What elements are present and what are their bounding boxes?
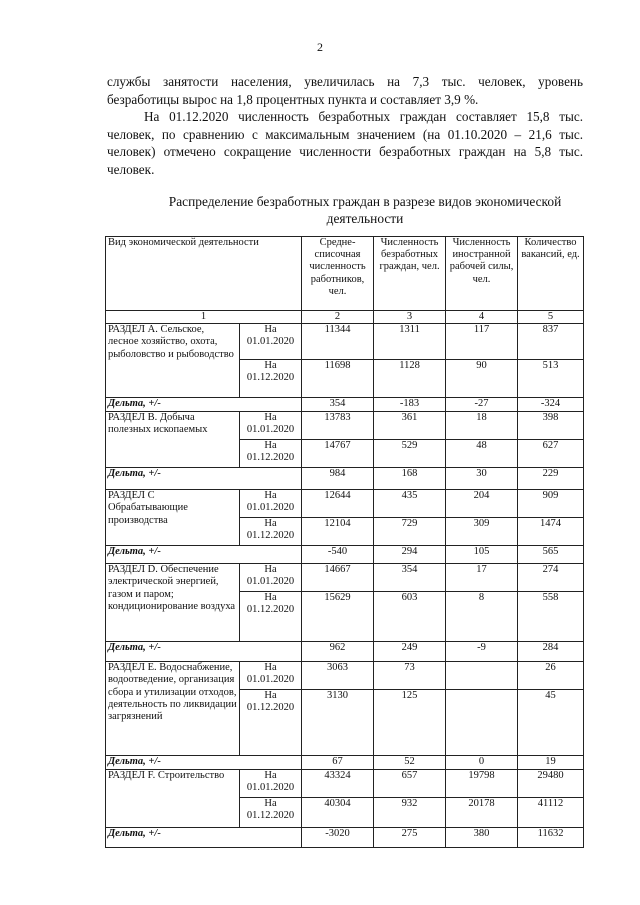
table-row xyxy=(106,324,584,360)
page-number: 2 xyxy=(317,40,323,54)
delta-label: Дельта, +/- xyxy=(106,642,302,662)
delta-value: 52 xyxy=(374,756,446,770)
table-row xyxy=(106,490,584,518)
value-cell: 3063 xyxy=(302,662,374,690)
date-cell: На 01.01.2020 xyxy=(240,770,302,798)
delta-value: 19 xyxy=(518,756,584,770)
delta-value: -9 xyxy=(446,642,518,662)
section-name: РАЗДЕЛ Е. Водоснабжение, водоотведение, организация сбора и утилизации отходов, деятельность по ликвидации загрязнений xyxy=(106,662,240,756)
value-cell: 1128 xyxy=(374,360,446,398)
delta-value: 275 xyxy=(374,828,446,848)
date-cell: На 01.12.2020 xyxy=(240,360,302,398)
value-cell: 117 xyxy=(446,324,518,360)
value-cell: 43324 xyxy=(302,770,374,798)
value-cell: 11344 xyxy=(302,324,374,360)
column-number: 1 xyxy=(106,311,302,324)
delta-value: 11632 xyxy=(518,828,584,848)
delta-row xyxy=(106,546,584,564)
value-cell: 19798 xyxy=(446,770,518,798)
paragraph-1: службы занятости населения, увеличилась на 7,3 тыс. человек, уровень безработицы вырос на 1,8 процентных пункта и составляет 3,9 %. xyxy=(107,74,583,107)
value-cell: 274 xyxy=(518,564,584,592)
value-cell: 398 xyxy=(518,412,584,440)
table-row xyxy=(106,564,584,592)
delta-value: -540 xyxy=(302,546,374,564)
delta-value: 294 xyxy=(374,546,446,564)
column-number-row xyxy=(106,311,584,324)
value-cell xyxy=(446,690,518,756)
header-vacancies: Количество вакансий, ед. xyxy=(518,237,584,311)
value-cell: 125 xyxy=(374,690,446,756)
table-row xyxy=(106,662,584,690)
header-avg-employees: Средне-списочная численность работников, чел. xyxy=(302,237,374,311)
value-cell: 657 xyxy=(374,770,446,798)
value-cell: 435 xyxy=(374,490,446,518)
header-row xyxy=(106,237,584,311)
date-cell: На 01.01.2020 xyxy=(240,662,302,690)
value-cell: 26 xyxy=(518,662,584,690)
delta-value: -324 xyxy=(518,398,584,412)
delta-row xyxy=(106,642,584,662)
delta-row xyxy=(106,398,584,412)
header-unemployed: Численность безработных граждан, чел. xyxy=(374,237,446,311)
value-cell: 17 xyxy=(446,564,518,592)
value-cell: 45 xyxy=(518,690,584,756)
unemployment-table xyxy=(105,236,584,848)
delta-value: 0 xyxy=(446,756,518,770)
value-cell: 15629 xyxy=(302,592,374,642)
delta-value: 565 xyxy=(518,546,584,564)
value-cell: 8 xyxy=(446,592,518,642)
column-number: 2 xyxy=(302,311,374,324)
delta-label: Дельта, +/- xyxy=(106,468,302,490)
table-row xyxy=(106,770,584,798)
delta-value: -27 xyxy=(446,398,518,412)
section-name: РАЗДЕЛ С Обрабатывающие производства xyxy=(106,490,240,546)
delta-value: 105 xyxy=(446,546,518,564)
value-cell: 361 xyxy=(374,412,446,440)
section-name: РАЗДЕЛ F. Строительство xyxy=(106,770,240,828)
delta-value: 984 xyxy=(302,468,374,490)
delta-value: 380 xyxy=(446,828,518,848)
date-cell: На 01.12.2020 xyxy=(240,592,302,642)
value-cell: 29480 xyxy=(518,770,584,798)
value-cell: 18 xyxy=(446,412,518,440)
value-cell: 354 xyxy=(374,564,446,592)
delta-label: Дельта, +/- xyxy=(106,828,302,848)
header-activity-type: Вид экономической деятельности xyxy=(106,237,302,311)
value-cell: 41112 xyxy=(518,798,584,828)
section-name: РАЗДЕЛ D. Обеспечение электрической энергией, газом и паром; кондиционирование воздуха xyxy=(106,564,240,642)
value-cell xyxy=(446,662,518,690)
value-cell: 13783 xyxy=(302,412,374,440)
value-cell: 909 xyxy=(518,490,584,518)
delta-row xyxy=(106,468,584,490)
delta-value: 249 xyxy=(374,642,446,662)
header-foreign-workforce: Численность иностранной рабочей силы, чел. xyxy=(446,237,518,311)
delta-value: 229 xyxy=(518,468,584,490)
delta-value: 168 xyxy=(374,468,446,490)
delta-value: -3020 xyxy=(302,828,374,848)
column-number: 4 xyxy=(446,311,518,324)
value-cell: 3130 xyxy=(302,690,374,756)
delta-label: Дельта, +/- xyxy=(106,398,302,412)
date-cell: На 01.12.2020 xyxy=(240,690,302,756)
date-cell: На 01.01.2020 xyxy=(240,564,302,592)
value-cell: 837 xyxy=(518,324,584,360)
value-cell: 14767 xyxy=(302,440,374,468)
section-name: РАЗДЕЛ А. Сельское, лесное хозяйство, охота, рыболовство и рыбоводство xyxy=(106,324,240,398)
value-cell: 204 xyxy=(446,490,518,518)
value-cell: 12104 xyxy=(302,518,374,546)
value-cell: 1311 xyxy=(374,324,446,360)
delta-label: Дельта, +/- xyxy=(106,546,302,564)
value-cell: 40304 xyxy=(302,798,374,828)
value-cell: 1474 xyxy=(518,518,584,546)
delta-value: 30 xyxy=(446,468,518,490)
delta-value: 962 xyxy=(302,642,374,662)
value-cell: 48 xyxy=(446,440,518,468)
column-number: 5 xyxy=(518,311,584,324)
value-cell: 14667 xyxy=(302,564,374,592)
value-cell: 513 xyxy=(518,360,584,398)
delta-row xyxy=(106,756,584,770)
table-title: Распределение безработных граждан в разрезе видов экономической деятельности xyxy=(168,194,562,226)
value-cell: 12644 xyxy=(302,490,374,518)
value-cell: 558 xyxy=(518,592,584,642)
value-cell: 603 xyxy=(374,592,446,642)
delta-value: -183 xyxy=(374,398,446,412)
value-cell: 932 xyxy=(374,798,446,828)
column-number: 3 xyxy=(374,311,446,324)
paragraph-2: На 01.12.2020 численность безработных граждан составляет 15,8 тыс. человек, по сравнению с максимальным значением (на 01.10.2020 – 21,6 тыс. человек) отмечено сокращение численности безработных граждан на 5,8 тыс. человек. xyxy=(107,109,583,177)
value-cell: 627 xyxy=(518,440,584,468)
date-cell: На 01.01.2020 xyxy=(240,490,302,518)
value-cell: 729 xyxy=(374,518,446,546)
delta-row xyxy=(106,828,584,848)
value-cell: 309 xyxy=(446,518,518,546)
date-cell: На 01.12.2020 xyxy=(240,798,302,828)
value-cell: 90 xyxy=(446,360,518,398)
delta-value: 354 xyxy=(302,398,374,412)
date-cell: На 01.12.2020 xyxy=(240,440,302,468)
date-cell: На 01.01.2020 xyxy=(240,324,302,360)
value-cell: 529 xyxy=(374,440,446,468)
value-cell: 73 xyxy=(374,662,446,690)
section-name: РАЗДЕЛ В. Добыча полезных ископаемых xyxy=(106,412,240,468)
date-cell: На 01.01.2020 xyxy=(240,412,302,440)
delta-value: 67 xyxy=(302,756,374,770)
date-cell: На 01.12.2020 xyxy=(240,518,302,546)
delta-label: Дельта, +/- xyxy=(106,756,302,770)
table-row xyxy=(106,412,584,440)
delta-value: 284 xyxy=(518,642,584,662)
value-cell: 20178 xyxy=(446,798,518,828)
value-cell: 11698 xyxy=(302,360,374,398)
